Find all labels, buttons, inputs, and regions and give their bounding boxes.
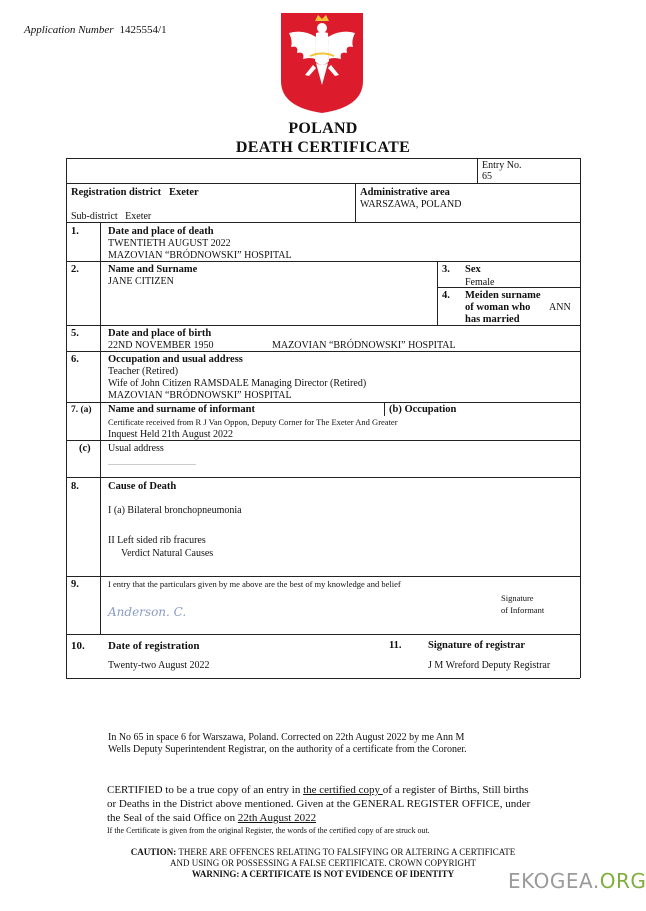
certified-seal-text: the Seal of the said Office on [107, 812, 238, 824]
informant-line-2: Inquest Held 21th August 2022 [108, 429, 233, 440]
place-of-birth: MAZOVIAN “BRÓDNOWSKI” HOSPITAL [272, 340, 456, 351]
registration-district [71, 187, 199, 199]
certified-note: If the Certificate is given from the original Register, the words of the certified copy of are struck out. [107, 826, 430, 835]
maiden-surname-value: ANN [549, 302, 571, 313]
section-3-label: Sex [465, 264, 481, 275]
section-4-label-1: Meiden surname [465, 290, 541, 301]
section-10-label: Date of registration [108, 640, 200, 652]
certificate-title: DEATH CERTIFICATE [235, 139, 411, 156]
application-number-label: Application Number [24, 24, 114, 36]
application-number-value: 1425554/1 [119, 24, 167, 36]
section-4-number: 4. [442, 290, 450, 301]
caution-line-2: AND USING OR POSSESSING A FALSE CERTIFICATE. CROWN COPYRIGHT [169, 858, 477, 868]
informant-occupation-label: (b) Occupation [389, 404, 457, 415]
certified-text-underlined: the certified copy [303, 784, 383, 796]
registration-district-label: Registration district [71, 187, 162, 198]
correction-note-line-2: Wells Deputy Superintendent Registrar, on the authority of a certificate from the Coroner. [108, 744, 467, 755]
polish-eagle-emblem-icon [279, 11, 365, 115]
section-7c-label: Usual address [108, 443, 164, 454]
cause-of-death-2: II Left sided rib fracures [108, 535, 206, 546]
date-of-death: TWENTIETH AUGUST 2022 [108, 238, 231, 249]
administrative-area-value: WARSZAWA, POLAND [360, 199, 462, 210]
informant-signature: Anderson. C. [108, 605, 187, 619]
cause-of-death-verdict: Verdict Natural Causes [121, 548, 214, 559]
certified-date: 22th August 2022 [237, 812, 317, 824]
section-11-number: 11. [389, 640, 402, 651]
section-7-number: 7. (a) [71, 405, 92, 415]
watermark-part-1: EKOGEA. [508, 869, 600, 893]
section-2-label: Name and Surname [108, 264, 198, 275]
place-of-death: MAZOVIAN “BRÓDNOWSKI” HOSPITAL [108, 250, 292, 261]
usual-address: MAZOVIAN “BRÓDNOWSKI” HOSPITAL [108, 390, 292, 401]
sub-district-value: Exeter [125, 211, 152, 222]
section-4-label-2: of woman who [465, 302, 531, 313]
section-8-number: 8. [71, 481, 79, 492]
registration-date: Twenty-two August 2022 [108, 660, 210, 671]
section-9-number: 9. [71, 579, 79, 590]
signature-label-2: of Informant [501, 605, 545, 615]
occupation-line-1: Teacher (Retired) [108, 366, 179, 377]
certified-line-2: or Deaths in the District above mentioned. Given at the GENERAL REGISTER OFFICE, under [107, 798, 531, 810]
administrative-area-label: Administrative area [360, 187, 450, 198]
caution-text-1: THERE ARE OFFENCES RELATING TO FALSIFYING OR ALTERING A CERTIFICATE [178, 847, 516, 857]
section-2-number: 2. [71, 264, 79, 275]
watermark-part-2: ORG [599, 869, 646, 893]
occupation-line-2: Wife of John Citizen RAMSDALE Managing Director (Retired) [108, 378, 367, 389]
section-4-label-3: has married [465, 314, 520, 325]
certified-line-1 [107, 783, 529, 797]
section-7c-number: (c) [79, 443, 91, 454]
section-3-number: 3. [442, 264, 450, 275]
section-6-number: 6. [71, 354, 79, 365]
correction-note-line-1: In No 65 in space 6 for Warszawa, Poland. Corrected on 22th August 2022 by me Ann M [108, 732, 465, 743]
certified-line-3 [107, 811, 316, 825]
registrar-signature: J M Wreford Deputy Registrar [428, 660, 551, 671]
date-of-birth: 22ND NOVEMBER 1950 [108, 340, 214, 351]
registration-district-value: Exeter [168, 187, 199, 198]
informant-line-1: Certificate received from R J Van Oppon, Deputy Corner for The Exeter And Greater [108, 417, 398, 427]
entry-number-value: 65 [482, 171, 492, 182]
sex-value: Female [465, 277, 495, 288]
section-1-number: 1. [71, 226, 79, 237]
section-10-number: 10. [71, 640, 85, 652]
sub-district-label: Sub-district [71, 211, 118, 222]
cause-of-death-1: I (a) Bilateral bronchopneumonia [108, 505, 242, 516]
certified-text-a: CERTIFIED to be a true copy of an entry in [107, 784, 304, 796]
section-8-label: Cause of Death [108, 481, 177, 492]
section-5-label: Date and place of birth [108, 328, 212, 339]
application-number [24, 24, 167, 36]
sub-district [71, 211, 151, 223]
watermark-logo [508, 869, 646, 893]
signature-label-1: Signature [501, 593, 534, 603]
country-title: POLAND [288, 120, 358, 137]
section-7-label: Name and surname of informant [108, 404, 255, 415]
certified-text-b: of a register of Births, Still births [382, 784, 529, 796]
section-11-label: Signature of registrar [428, 640, 526, 651]
entry-number-label: Entry No. [482, 160, 522, 171]
section-5-number: 5. [71, 328, 79, 339]
section-7c-blank-line: ______________________ [108, 457, 196, 466]
caution-line-1 [0, 847, 646, 858]
warning-line: WARNING: A CERTIFICATE IS NOT EVIDENCE OF IDENTITY [191, 869, 455, 879]
informant-statement: I entry that the particulars given by me above are the best of my knowledge and belief [108, 579, 401, 589]
section-6-label: Occupation and usual address [108, 354, 243, 365]
caution-label: CAUTION: [130, 847, 177, 857]
deceased-name: JANE CITIZEN [108, 276, 174, 287]
section-1-label: Date and place of death [108, 226, 214, 237]
